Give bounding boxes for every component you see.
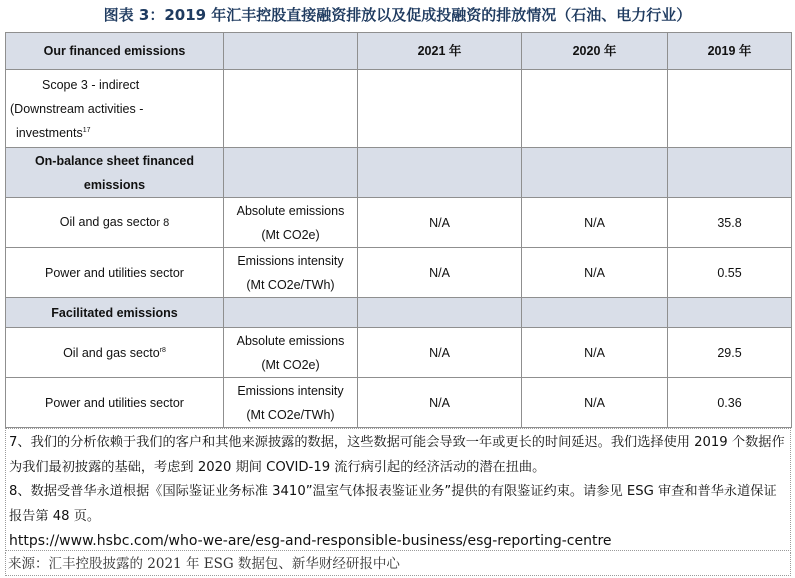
header-2021: 2021 年 [358, 33, 522, 70]
table-row: Power and utilities sector Emissions intensity (Mt CO2e/TWh) N/A N/A 0.36 [6, 378, 792, 428]
header-2019: 2019 年 [668, 33, 792, 70]
header-financed-emissions: Our financed emissions [6, 33, 224, 70]
footnote-8: 8、数据受普华永道根据《国际鉴证业务标准 3410”温室气体报表鉴证业务”提供的有限鉴证约束。请参见 ESG 审查和普华永道保证报告第 48 页。 [9, 484, 777, 524]
table-row: Oil and gas sector 8 Absolute emissions (Mt CO2e) N/A N/A 35.8 [6, 198, 792, 248]
footnote-7: 7、我们的分析依赖于我们的客户和其他来源披露的数据，这些数据可能会导致一年或更长的时间延迟。我们选择使用 2019 个数据作为我们最初披露的基础，考虑到 2020 期间 COVID-19 流行病引起的经济活动的潜在扭曲。 [9, 435, 785, 475]
source-line: 来源：汇丰控股披露的 2021 年 ESG 数据包、新华财经研报中心 [5, 552, 791, 576]
esg-reporting-link[interactable]: https://www.hsbc.com/who-we-are/esg-and-responsible-business/esg-reporting-centre [9, 533, 612, 549]
scope3-row [6, 70, 792, 148]
section-on-balance-label: On-balance sheet financed emissions [6, 148, 224, 198]
table-row: Oil and gas secto$^{r8}$ Absolute emissions (Mt CO2e) N/A N/A 29.5 [6, 328, 792, 378]
figure-title: 图表 3：2019 年汇丰控股直接融资排放以及促成投融资的排放情况（石油、电力行业） [103, 6, 692, 24]
section-facilitated-row [6, 298, 792, 328]
section-on-balance-row [6, 148, 792, 198]
header-metric [224, 33, 358, 70]
table-row: Power and utilities sector Emissions intensity (Mt CO2e/TWh) N/A N/A 0.55 [6, 248, 792, 298]
header-2020: 2020 年 [522, 33, 668, 70]
section-facilitated-label: Facilitated emissions [6, 298, 224, 328]
scope3-label: Scope 3 - indirect (Downstream activities - investments$^{17}$ [6, 70, 224, 148]
footnotes [5, 428, 791, 551]
table-header-row [6, 33, 792, 70]
emissions-table [5, 32, 792, 428]
